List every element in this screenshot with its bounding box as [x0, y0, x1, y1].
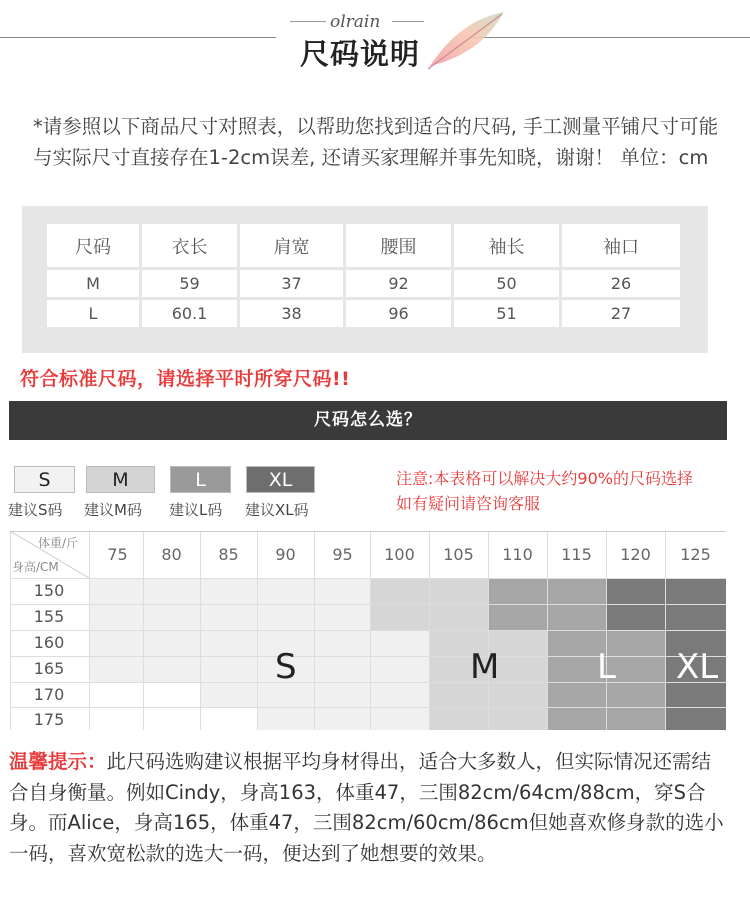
table-row — [47, 300, 680, 327]
size-table — [44, 221, 683, 330]
table-cell: 60.1 — [142, 300, 237, 327]
table-cell: M — [47, 270, 139, 297]
weight-label: 120 — [620, 545, 651, 564]
table-cell: 96 — [346, 300, 451, 327]
header-cell: 尺码 — [47, 224, 139, 267]
weight-label: 85 — [218, 545, 239, 564]
brand-rule-left — [290, 21, 326, 22]
height-label: 155 — [33, 607, 65, 626]
table-cell: 51 — [454, 300, 559, 327]
weight-label: 80 — [161, 545, 182, 564]
size-note-line: 如有疑问请咨询客服 — [396, 494, 541, 513]
zone-label-s: S — [275, 647, 297, 687]
legend-swatch-s: S — [14, 466, 75, 493]
header-cell: 衣长 — [142, 224, 237, 267]
size-note — [396, 466, 693, 516]
header-cell: 袖长 — [454, 224, 559, 267]
weight-label: 105 — [443, 545, 474, 564]
table-cell: 27 — [562, 300, 680, 327]
zone-label-l: L — [597, 647, 616, 687]
table-cell: 38 — [240, 300, 343, 327]
legend-swatch-l: L — [170, 466, 231, 493]
weight-label: 75 — [107, 545, 128, 564]
page-title: 尺码说明 — [300, 37, 421, 71]
table-cell: 59 — [142, 270, 237, 297]
legend-swatch-xl: XL — [246, 466, 315, 493]
zone-label-m: M — [470, 647, 500, 687]
feather-icon — [424, 6, 510, 72]
legend-swatch-m: M — [86, 466, 155, 493]
weight-label: 90 — [275, 545, 296, 564]
standard-size-warning: 符合标准尺码，请选择平时所穿尺码!! — [20, 368, 351, 390]
section-title-bar: 尺码怎么选？ — [9, 401, 727, 440]
weight-label: 100 — [384, 545, 415, 564]
weight-label: 110 — [502, 545, 533, 564]
header-rule-left — [0, 37, 276, 38]
height-label: 165 — [33, 659, 65, 678]
size-note-line: 注意:本表格可以解决大约90%的尺码选择 — [396, 469, 693, 488]
legend-label-l: 建议L码 — [169, 501, 223, 519]
header-cell: 袖口 — [562, 224, 680, 267]
legend-label-s: 建议S码 — [8, 501, 63, 519]
brand-logo: olrain — [330, 12, 381, 32]
table-cell: 37 — [240, 270, 343, 297]
table-row — [47, 270, 680, 297]
legend-label-m: 建议M码 — [84, 501, 142, 519]
weight-label: 95 — [332, 545, 353, 564]
tips-text — [9, 747, 729, 869]
size-table-header — [47, 224, 680, 267]
table-cell: L — [47, 300, 139, 327]
intro-text: *请参照以下商品尺寸对照表，以帮助您找到适合的尺码, 手工测量平铺尺寸可能与实际尺寸直接存在1-2cm误差, 还请买家理解并事先知晓，谢谢！ 单位：cm — [33, 115, 719, 169]
zone-label-xl: XL — [676, 647, 719, 687]
height-label: 170 — [33, 685, 65, 704]
tips-lead: 温馨提示： — [9, 750, 107, 773]
header-cell: 肩宽 — [240, 224, 343, 267]
tips-body: 此尺码选购建议根据平均身材得出，适合大多数人，但实际情况还需结合自身衡量。例如Cindy，身高163，体重47，三围82cm/64cm/88cm，穿S合身。而Alice，身高165，体重47，三围82cm/60cm/86cm但她喜欢修身款的选小一码，喜欢宽松款的选大一码，便达到了她想要的效果。 — [9, 750, 724, 865]
table-cell: 26 — [562, 270, 680, 297]
table-cell: 92 — [346, 270, 451, 297]
legend-label-xl: 建议XL码 — [245, 501, 309, 519]
corner-weight-label: 体重/斤 — [38, 536, 79, 550]
height-label: 175 — [33, 710, 65, 729]
header-cell: 腰围 — [346, 224, 451, 267]
corner-height-label: 身高/CM — [12, 560, 59, 574]
table-cell: 50 — [454, 270, 559, 297]
height-label: 150 — [33, 581, 65, 600]
height-label: 160 — [33, 633, 65, 652]
weight-label: 115 — [561, 545, 592, 564]
brand-rule-right — [392, 21, 424, 22]
header-rule-right — [470, 37, 750, 38]
weight-label: 125 — [680, 545, 711, 564]
size-grid — [10, 531, 726, 730]
